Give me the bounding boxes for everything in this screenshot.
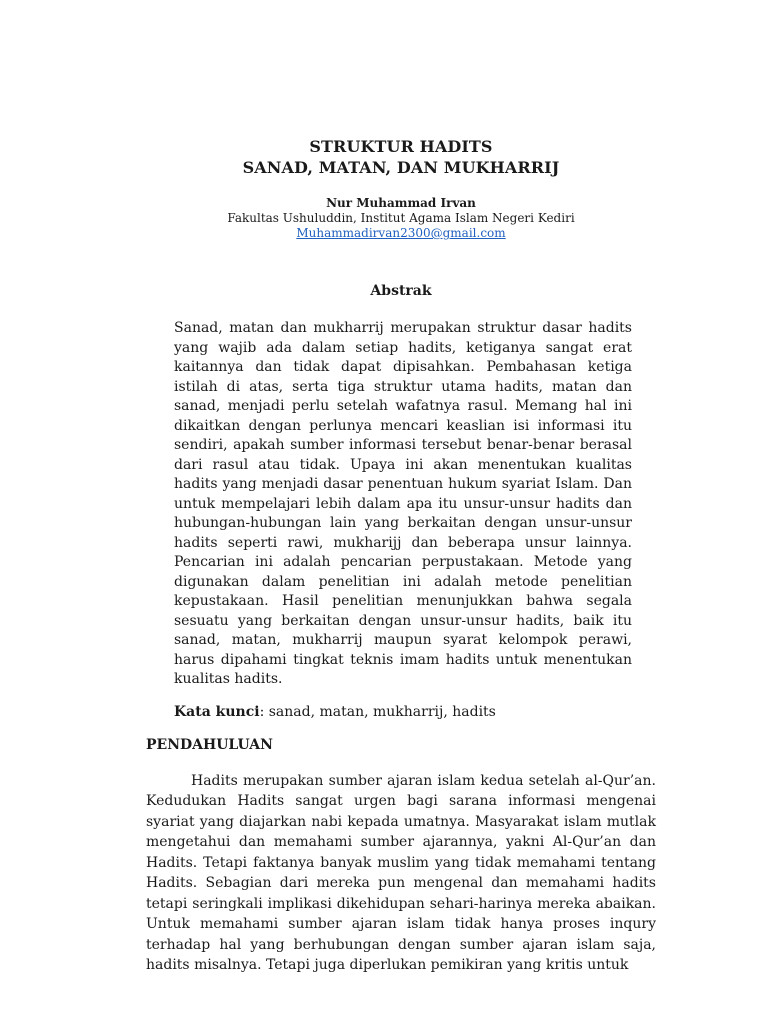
keywords [174,703,656,722]
intro-paragraph: Hadits merupakan sumber ajaran islam kedua setelah al-Qur’an. Kedudukan Hadits sangat urgen bagi sarana informasi mengenai syariat yang diajarkan nabi kepada umatnya. Masyarakat islam mutlak mengetahui dan memahami sumber ajarannya, yakni Al-Qur’an dan Hadits. Tetapi faktanya banyak muslim yang tidak memahami tentang Hadits. Sebagian dari mereka pun mengenal dan memahami hadits tetapi seringkali implikasi dikehidupan sehari-harinya mereka abaikan. Untuk memahami sumber ajaran islam tidak hanya proses inqury terhadap hal yang berhubungan dengan sumber ajaran islam saja, hadits misalnya. Tetapi juga diperlukan pemikiran yang kritis untuk [146,772,656,973]
author-email-link[interactable]: Muhammadirvan2300@gmail.com [296,226,506,240]
abstract-paragraph: Sanad, matan dan mukharrij merupakan struktur dasar hadits yang wajib ada dalam setiap hadits, ketiganya sangat erat kaitannya dan tidak dapat dipisahkan. Pembahasan ketiga istilah di atas, serta tiga struktur utama hadits, matan dan sanad, menjadi perlu setelah wafatnya rasul. Memang hal ini dikaitkan dengan perlunya mencari keaslian isi informasi itu sendiri, apakah sumber informasi tersebut benar-benar berasal dari rasul atau tidak. Upaya ini akan menentukan kualitas hadits yang menjadi dasar penentuan hukum syariat Islam. Dan untuk mempelajari lebih dalam apa itu unsur-unsur hadits dan hubungan-hubungan lain yang berkaitan dengan unsur-unsur hadits seperti rawi, mukharijj dan beberapa unsur lainnya. Pencarian ini adalah pencarian perpustakaan. Metode yang digunakan dalam penelitian ini adalah metode penelitian kepustakaan. Hasil penelitian menunjukkan bahwa segala sesuatu yang berkaitan dengan unsur-unsur hadits, baik itu sanad, matan, mukharrij maupun syarat kelompok perawi, harus dipahami tingkat teknis imam hadits untuk menentukan kualitas hadits. [174,320,632,687]
title-line-2: SANAD, MATAN, DAN MUKHARRIJ [242,158,560,177]
keywords-label: Kata kunci [174,703,260,720]
intro-body [146,771,656,976]
abstract-body [174,319,632,690]
paper-title [146,136,656,178]
abstract-heading: Abstrak [370,283,432,299]
title-line-1: STRUKTUR HADITS [309,137,493,156]
author-block [146,196,656,241]
author-name: Nur Muhammad Irvan [326,196,476,210]
author-affiliation: Fakultas Ushuluddin, Institut Agama Islam Negeri Kediri [227,211,575,225]
keywords-value: : sanad, matan, mukharrij, hadits [259,703,496,720]
section-heading-pendahuluan: PENDAHULUAN [146,736,273,753]
